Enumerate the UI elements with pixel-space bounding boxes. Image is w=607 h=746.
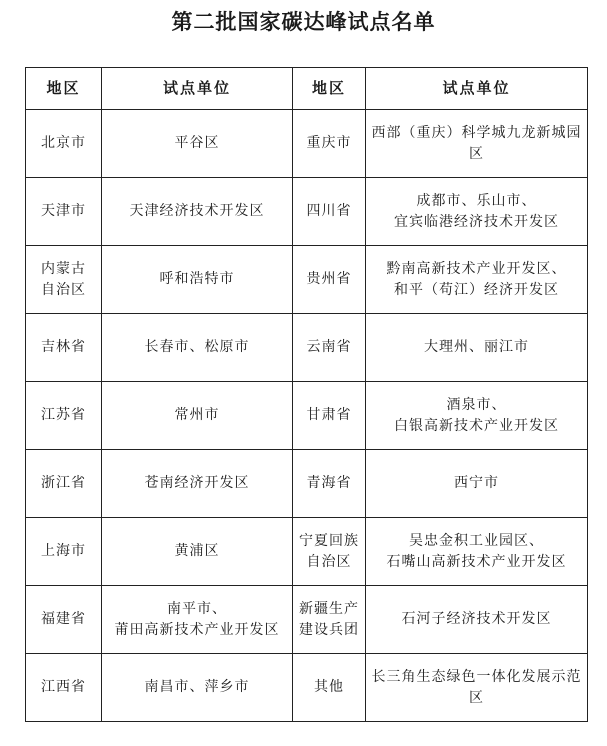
right-region-cell <box>293 586 366 654</box>
cell-text-line: 北京市 <box>41 135 86 151</box>
table-row <box>26 654 588 722</box>
cell-text-line: 四川省 <box>306 203 352 219</box>
left-region-cell <box>26 450 102 518</box>
cell-text-line: 内蒙古 <box>41 260 86 277</box>
table-row <box>26 110 588 178</box>
table-row <box>26 314 588 382</box>
right-unit-cell <box>366 654 588 722</box>
left-unit-cell <box>102 178 293 246</box>
cell-text-line: 宁夏回族 <box>299 532 359 549</box>
left-unit-cell <box>102 110 293 178</box>
cell-text-line: 浙江省 <box>41 475 86 491</box>
cell-text-line: 自治区 <box>306 553 352 570</box>
right-region-cell <box>293 654 366 722</box>
right-unit-cell <box>366 450 588 518</box>
right-unit-cell <box>366 382 588 450</box>
cell-text-line: 呼和浩特市 <box>159 271 235 287</box>
cell-text-line: 常州市 <box>174 407 220 423</box>
cell-text-line: 大理州、丽江市 <box>424 339 529 355</box>
cell-text-line: 成都市、乐山市、 <box>416 192 537 209</box>
left-region-cell <box>26 518 102 586</box>
cell-text-line: 上海市 <box>41 543 86 559</box>
left-region-cell <box>26 178 102 246</box>
table-header-row <box>26 68 588 110</box>
cell-text-line: 天津经济技术开发区 <box>129 203 265 219</box>
cell-text-line: 西宁市 <box>454 475 499 491</box>
left-unit-cell <box>102 586 293 654</box>
table-row <box>26 518 588 586</box>
cell-text-line: 平谷区 <box>174 135 220 151</box>
right-unit-cell <box>366 246 588 314</box>
cell-text-line: 长春市、松原市 <box>144 339 250 355</box>
cell-text-line: 吉林省 <box>41 339 86 355</box>
cell-text-line: 贵州省 <box>306 271 352 287</box>
cell-text-line: 新疆生产 <box>299 600 359 617</box>
cell-text-line: 苍南经济开发区 <box>144 475 250 491</box>
table-row <box>26 178 588 246</box>
page-title: 第二批国家碳达峰试点名单 <box>171 10 436 34</box>
table-row <box>26 382 588 450</box>
right-region-cell <box>293 178 366 246</box>
table-row <box>26 450 588 518</box>
cell-text-line: 江苏省 <box>41 407 86 423</box>
cell-text-line: 酒泉市、 <box>446 396 507 413</box>
cell-text-line: 甘肃省 <box>306 407 352 423</box>
right-unit-cell <box>366 110 588 178</box>
left-unit-cell <box>102 654 293 722</box>
cell-text-line: 石河子经济技术开发区 <box>401 611 552 627</box>
cell-text-line: 江西省 <box>41 679 86 695</box>
right-region-cell <box>293 450 366 518</box>
table-row <box>26 246 588 314</box>
cell-text-line: 福建省 <box>41 611 86 627</box>
left-region-cell <box>26 314 102 382</box>
table-row <box>26 586 588 654</box>
left-region-cell <box>26 382 102 450</box>
right-region-cell <box>293 314 366 382</box>
right-region-cell <box>293 382 366 450</box>
cell-text-line: 南昌市、萍乡市 <box>144 679 250 695</box>
cell-text-line: 云南省 <box>306 339 352 355</box>
right-region-cell <box>293 246 366 314</box>
cell-text-line: 天津市 <box>41 203 86 219</box>
right-unit-cell <box>366 178 588 246</box>
right-region-cell <box>293 110 366 178</box>
left-unit-cell <box>102 382 293 450</box>
cell-text-line: 建设兵团 <box>299 621 359 638</box>
header-unit-2: 试点单位 <box>366 68 588 110</box>
right-unit-cell <box>366 518 588 586</box>
header-region: 地区 <box>26 68 102 110</box>
pilot-list-table <box>25 67 588 722</box>
left-unit-cell <box>102 518 293 586</box>
cell-text-line: 南平市、 <box>167 600 227 617</box>
left-unit-cell <box>102 246 293 314</box>
cell-text-line: 莆田高新技术产业开发区 <box>114 621 280 638</box>
header-unit: 试点单位 <box>102 68 293 110</box>
left-region-cell <box>26 246 102 314</box>
cell-text-line: 白银高新技术产业开发区 <box>394 417 559 434</box>
cell-text-line: 黔南高新技术产业开发区、 <box>386 260 567 277</box>
left-unit-cell <box>102 314 293 382</box>
left-region-cell <box>26 110 102 178</box>
cell-text-line: 吴忠金积工业园区、 <box>409 532 544 549</box>
cell-text-line: 自治区 <box>41 281 86 298</box>
right-unit-cell <box>366 586 588 654</box>
right-region-cell <box>293 518 366 586</box>
cell-text-line: 黄浦区 <box>174 543 220 559</box>
header-region-2: 地区 <box>293 68 366 110</box>
cell-text-line: 石嘴山高新技术产业开发区 <box>386 553 567 570</box>
cell-text-line: 西部（重庆）科学城九龙新城园区 <box>371 124 582 162</box>
cell-text-line: 其他 <box>314 679 344 695</box>
cell-text-line: 和平（苟江）经济开发区 <box>394 281 559 298</box>
left-region-cell <box>26 586 102 654</box>
left-unit-cell <box>102 450 293 518</box>
cell-text-line: 宜宾临港经济技术开发区 <box>394 213 559 230</box>
cell-text-line: 青海省 <box>306 475 352 491</box>
cell-text-line: 长三角生态绿色一体化发展示范区 <box>371 668 582 706</box>
right-unit-cell <box>366 314 588 382</box>
left-region-cell <box>26 654 102 722</box>
cell-text-line: 重庆市 <box>306 135 352 151</box>
